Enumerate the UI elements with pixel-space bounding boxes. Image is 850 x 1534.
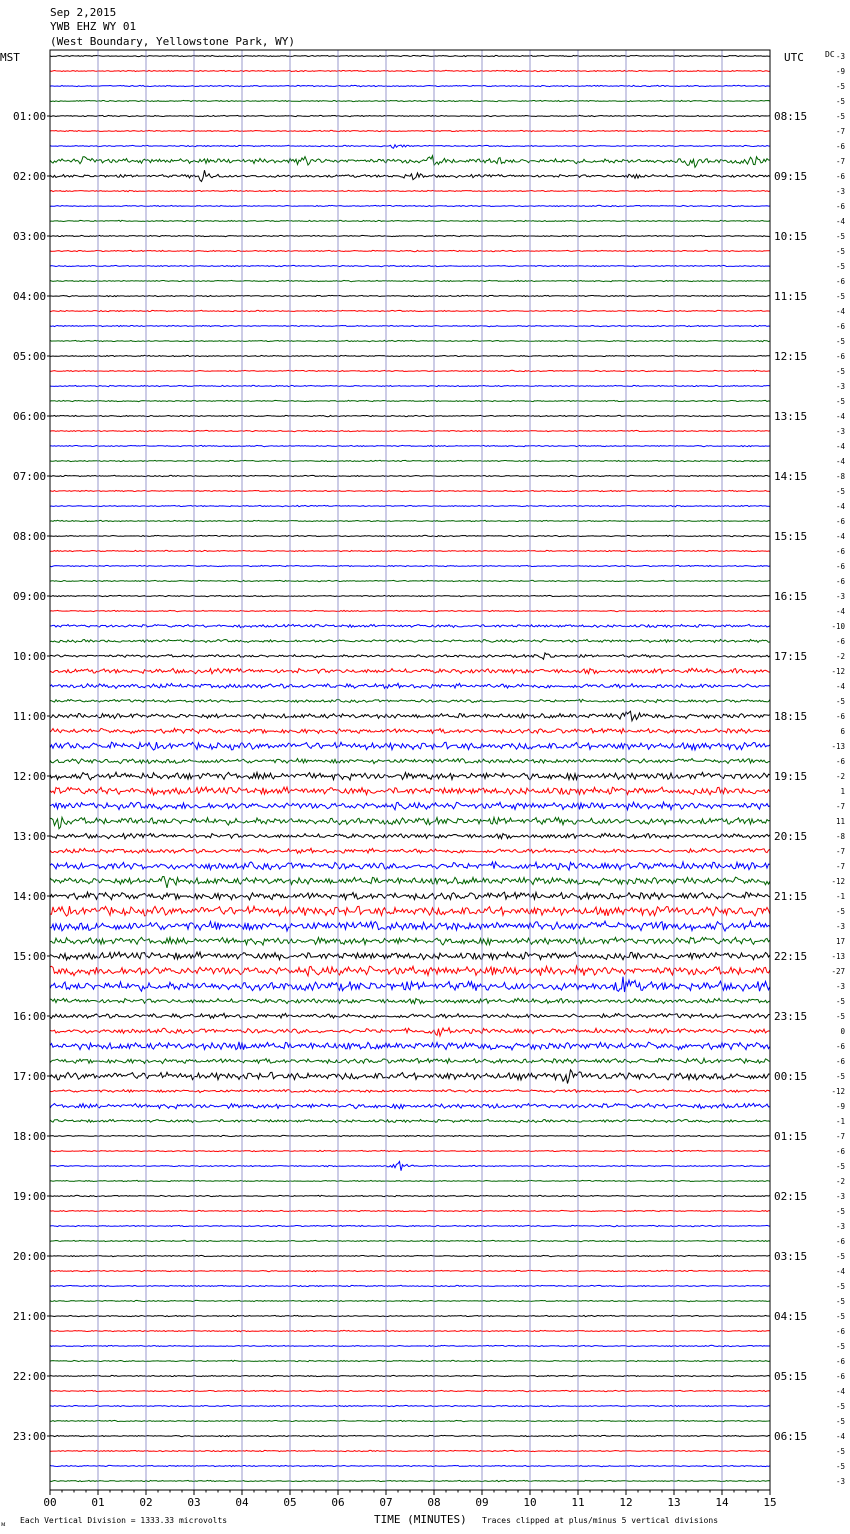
seismic-trace [50, 1225, 770, 1226]
dc-offset-label: -6 [835, 352, 845, 361]
dc-offset-label: 6 [840, 727, 845, 736]
left-hour-label: 06:00 [13, 410, 47, 423]
left-hour-label: 05:00 [13, 350, 47, 363]
dc-offset-label: -13 [831, 952, 845, 961]
left-hour-label: 15:00 [13, 950, 47, 963]
seismic-trace [50, 1420, 770, 1421]
dc-offset-label: 0 [840, 1027, 845, 1036]
seismic-trace [50, 711, 770, 721]
seismic-trace [50, 848, 770, 853]
dc-offset-label: -5 [835, 232, 845, 241]
dc-offset-label: -6 [835, 1327, 845, 1336]
dc-offset-label: -6 [835, 562, 845, 571]
seismic-trace [50, 1180, 770, 1181]
dc-offset-label: -4 [835, 457, 845, 466]
x-tick-label: 01 [91, 1496, 105, 1509]
dc-offset-label: -6 [835, 547, 845, 556]
dc-offset-label: -8 [835, 472, 845, 481]
seismic-trace [50, 862, 770, 870]
dc-offset-label: -5 [835, 82, 845, 91]
scale-note: Each Vertical Division = 1333.33 microvolts [20, 1516, 228, 1525]
seismic-trace [50, 325, 770, 326]
dc-offset-label: -6 [835, 1357, 845, 1366]
x-tick-label: 11 [571, 1496, 585, 1509]
x-tick-labels [43, 1490, 776, 1509]
right-hour-label: 10:15 [774, 230, 808, 243]
dc-offset-label: -6 [835, 712, 845, 721]
dc-offset-label: -4 [835, 1387, 845, 1396]
dc-offset-label: -4 [835, 442, 845, 451]
right-hour-label: 16:15 [774, 590, 808, 603]
x-tick-label: 10 [523, 1496, 537, 1509]
left-hour-label: 19:00 [13, 1190, 47, 1203]
right-hour-label: 00:15 [774, 1070, 808, 1083]
dc-offset-label: -4 [835, 682, 845, 691]
seismic-trace [50, 550, 770, 551]
x-tick-label: 09 [475, 1496, 489, 1509]
dc-offset-label: -5 [835, 1342, 845, 1351]
seismic-trace [50, 1255, 770, 1256]
seismic-trace [50, 55, 770, 56]
right-hour-label: 04:15 [774, 1310, 808, 1323]
dc-offset-label: -5 [835, 907, 845, 916]
left-hour-label: 13:00 [13, 830, 47, 843]
seismic-trace [50, 772, 770, 780]
seismic-trace [50, 370, 770, 371]
seismic-trace [50, 1315, 770, 1316]
seismic-trace [50, 156, 770, 168]
right-hour-label: 21:15 [774, 890, 808, 903]
x-tick-label: 03 [187, 1496, 201, 1509]
dc-offset-label: -5 [835, 1462, 845, 1471]
seismic-trace [50, 400, 770, 401]
seismic-trace [50, 1345, 770, 1346]
seismic-trace [50, 906, 770, 916]
seismic-trace [50, 668, 770, 674]
right-hour-label: 23:15 [774, 1010, 808, 1023]
right-axis-title: UTC [784, 51, 804, 64]
seismic-trace [50, 295, 770, 296]
left-hour-label: 12:00 [13, 770, 47, 783]
clip-note: Traces clipped at plus/minus 5 vertical divisions [482, 1516, 719, 1525]
x-tick-label: 08 [427, 1496, 441, 1509]
dc-offset-label: -3 [835, 1192, 845, 1201]
dc-offset-label: 1 [840, 787, 845, 796]
left-hour-label: 07:00 [13, 470, 47, 483]
dc-offset-label: -4 [835, 532, 845, 541]
dc-offset-label: -6 [835, 1057, 845, 1066]
dc-offset-label: -6 [835, 277, 845, 286]
left-hour-label: 20:00 [13, 1250, 47, 1263]
seismic-trace [50, 1330, 770, 1331]
left-hour-labels [13, 110, 50, 1443]
seismic-trace [50, 250, 770, 251]
seismic-trace [50, 1240, 770, 1241]
left-hour-label: 14:00 [13, 890, 47, 903]
dc-offset-label: -7 [835, 157, 845, 166]
dc-offset-label: -6 [835, 172, 845, 181]
dc-offset-label: -4 [835, 1432, 845, 1441]
dc-offset-label: -12 [831, 667, 845, 676]
dc-offset-label: 17 [835, 937, 845, 946]
seismic-trace [50, 1480, 770, 1481]
seismic-trace [50, 475, 770, 476]
right-hour-label: 17:15 [774, 650, 808, 663]
dc-offset-label: -4 [835, 412, 845, 421]
seismic-trace [50, 1103, 770, 1108]
right-hour-label: 13:15 [774, 410, 808, 423]
seismic-trace [50, 624, 770, 627]
dc-offset-label: -5 [835, 487, 845, 496]
seismic-trace [50, 520, 770, 521]
dc-offset-label: -3 [835, 1222, 845, 1231]
dc-offset-label: -3 [835, 427, 845, 436]
dc-offset-label: -3 [835, 187, 845, 196]
seismic-trace [50, 190, 770, 191]
right-hour-label: 05:15 [774, 1370, 808, 1383]
seismic-trace [50, 460, 770, 461]
seismic-trace [50, 280, 770, 281]
seismic-trace [50, 385, 770, 386]
seismic-trace [50, 1270, 770, 1271]
seismic-trace [50, 340, 770, 341]
seismic-trace [50, 580, 770, 581]
dc-offset-label: -6 [835, 1147, 845, 1156]
x-tick-label: 05 [283, 1496, 297, 1509]
dc-offset-label: -7 [835, 1132, 845, 1141]
right-hour-labels [774, 110, 807, 1443]
left-hour-label: 22:00 [13, 1370, 47, 1383]
dc-offset-label: -5 [835, 1417, 845, 1426]
dc-offset-label: -6 [835, 757, 845, 766]
right-hour-label: 15:15 [774, 530, 808, 543]
dc-title: DC [825, 50, 835, 59]
seismic-trace [50, 1028, 770, 1036]
dc-offset-label: -6 [835, 1042, 845, 1051]
dc-offset-label: -5 [835, 1012, 845, 1021]
seismic-trace [50, 1042, 770, 1050]
x-tick-label: 04 [235, 1496, 249, 1509]
left-hour-label: 08:00 [13, 530, 47, 543]
seismic-trace [50, 205, 770, 206]
left-hour-label: 04:00 [13, 290, 47, 303]
dc-offset-label: -12 [831, 877, 845, 886]
dc-offset-label: -5 [835, 292, 845, 301]
dc-offset-label: -5 [835, 1447, 845, 1456]
dc-offset-label: -6 [835, 577, 845, 586]
dc-offset-label: -5 [835, 997, 845, 1006]
right-hour-label: 12:15 [774, 350, 808, 363]
seismic-trace [50, 877, 770, 888]
right-hour-label: 14:15 [774, 470, 808, 483]
dc-offset-label: -5 [835, 1252, 845, 1261]
dc-offset-label: -3 [835, 592, 845, 601]
dc-offset-label: -3 [835, 382, 845, 391]
trace-group [50, 55, 770, 1481]
seismic-trace [50, 653, 770, 659]
left-hour-label: 01:00 [13, 110, 47, 123]
dc-offset-label: -5 [835, 337, 845, 346]
dc-offset-label: -7 [835, 127, 845, 136]
dc-offset-label: -13 [831, 742, 845, 751]
seismic-trace [50, 1150, 770, 1151]
left-hour-label: 17:00 [13, 1070, 47, 1083]
seismic-trace [50, 683, 770, 688]
seismic-trace [50, 742, 770, 750]
right-hour-label: 18:15 [774, 710, 808, 723]
right-hour-label: 01:15 [774, 1130, 808, 1143]
dc-offset-label: -5 [835, 1207, 845, 1216]
seismic-trace [50, 115, 770, 116]
dc-offset-label: -4 [835, 502, 845, 511]
dc-offset-label: -3 [835, 52, 845, 61]
dc-offset-label: -5 [835, 262, 845, 271]
right-hour-label: 20:15 [774, 830, 808, 843]
seismic-trace [50, 1070, 770, 1084]
seismic-trace [50, 998, 770, 1003]
dc-offset-labels [831, 52, 845, 1486]
seismic-trace [50, 1195, 770, 1196]
dc-offset-label: -2 [835, 772, 845, 781]
x-tick-label: 12 [619, 1496, 633, 1509]
x-tick-label: 15 [763, 1496, 777, 1509]
seismic-trace [50, 1450, 770, 1451]
left-hour-label: 16:00 [13, 1010, 47, 1023]
left-hour-label: 23:00 [13, 1430, 47, 1443]
seismic-trace [50, 430, 770, 431]
dc-offset-label: -6 [835, 1372, 845, 1381]
seismic-trace [50, 937, 770, 945]
dc-offset-label: -6 [835, 637, 845, 646]
seismic-trace [50, 1435, 770, 1436]
seismic-trace [50, 1300, 770, 1301]
dc-offset-label: -5 [835, 397, 845, 406]
dc-offset-label: -7 [835, 847, 845, 856]
seismic-trace [50, 1465, 770, 1466]
seismic-trace [50, 220, 770, 221]
dc-offset-label: -2 [835, 652, 845, 661]
dc-offset-label: -5 [835, 1297, 845, 1306]
dc-offset-label: -5 [835, 1282, 845, 1291]
dc-offset-label: -5 [835, 1402, 845, 1411]
seismic-trace [50, 310, 770, 311]
seismic-trace [50, 130, 770, 131]
x-tick-label: 00 [43, 1496, 57, 1509]
seismic-trace [50, 640, 770, 643]
left-axis-title: MST [0, 51, 20, 64]
right-hour-label: 11:15 [774, 290, 808, 303]
seismic-trace [50, 610, 770, 611]
right-hour-label: 06:15 [774, 1430, 808, 1443]
seismic-trace [50, 1013, 770, 1018]
dc-offset-label: -2 [835, 1177, 845, 1186]
dc-offset-label: -1 [835, 892, 845, 901]
seismic-trace [50, 535, 770, 536]
dc-offset-label: -27 [831, 967, 845, 976]
right-hour-label: 08:15 [774, 110, 808, 123]
x-tick-label: 13 [667, 1496, 681, 1509]
seismic-trace [50, 265, 770, 266]
seismic-trace [50, 1210, 770, 1211]
dc-offset-label: -6 [835, 517, 845, 526]
x-tick-label: 14 [715, 1496, 729, 1509]
seismic-trace [50, 699, 770, 702]
seismic-trace [50, 445, 770, 446]
seismic-trace [50, 355, 770, 356]
dc-offset-label: -3 [835, 982, 845, 991]
seismic-trace [50, 892, 770, 900]
left-hour-label: 18:00 [13, 1130, 47, 1143]
seismic-trace [50, 966, 770, 976]
seismic-trace [50, 1405, 770, 1406]
x-tick-label: 06 [331, 1496, 345, 1509]
dc-offset-label: -3 [835, 1477, 845, 1486]
dc-offset-label: 11 [835, 817, 845, 826]
header-station: YWB EHZ WY 01 [50, 20, 137, 33]
seismic-trace [50, 145, 770, 149]
dc-offset-label: -3 [835, 922, 845, 931]
seismic-trace [50, 490, 770, 491]
dc-offset-label: -8 [835, 832, 845, 841]
right-hour-label: 02:15 [774, 1190, 808, 1203]
seismic-trace [50, 728, 770, 733]
dc-offset-label: -9 [835, 1102, 845, 1111]
seismic-trace [50, 1285, 770, 1286]
dc-offset-label: -6 [835, 202, 845, 211]
dc-offset-label: -4 [835, 607, 845, 616]
seismic-trace [50, 833, 770, 839]
left-hour-label: 11:00 [13, 710, 47, 723]
seismic-trace [50, 85, 770, 86]
x-tick-label: 07 [379, 1496, 393, 1509]
dc-offset-label: -6 [835, 142, 845, 151]
dc-offset-label: -5 [835, 1162, 845, 1171]
right-hour-label: 19:15 [774, 770, 808, 783]
seismic-trace [50, 952, 770, 960]
seismic-trace [50, 70, 770, 71]
dc-offset-label: -5 [835, 367, 845, 376]
seismic-trace [50, 817, 770, 828]
left-hour-label: 03:00 [13, 230, 47, 243]
seismic-trace [50, 100, 770, 101]
dc-offset-label: -12 [831, 1087, 845, 1096]
left-hour-label: 21:00 [13, 1310, 47, 1323]
header-date: Sep 2,2015 [50, 6, 117, 19]
left-hour-label: 02:00 [13, 170, 47, 183]
left-hour-label: 09:00 [13, 590, 47, 603]
seismic-trace [50, 1360, 770, 1361]
seismic-trace [50, 1135, 770, 1136]
dc-offset-label: -5 [835, 1312, 845, 1321]
dc-offset-label: -7 [835, 802, 845, 811]
dc-offset-label: -6 [835, 322, 845, 331]
right-hour-label: 09:15 [774, 170, 808, 183]
dc-offset-label: -10 [831, 622, 845, 631]
dc-offset-label: -7 [835, 862, 845, 871]
right-hour-label: 22:15 [774, 950, 808, 963]
seismic-trace [50, 977, 770, 992]
seismic-trace [50, 565, 770, 566]
seismic-trace [50, 921, 770, 931]
dc-offset-label: -4 [835, 217, 845, 226]
dc-offset-label: -5 [835, 697, 845, 706]
dc-offset-label: -5 [835, 1072, 845, 1081]
seismic-trace [50, 595, 770, 596]
dc-offset-label: -6 [835, 1237, 845, 1246]
seismic-trace [50, 802, 770, 810]
dc-offset-label: -4 [835, 307, 845, 316]
dc-offset-label: -4 [835, 1267, 845, 1276]
dc-offset-label: -5 [835, 112, 845, 121]
seismic-trace [50, 1119, 770, 1122]
dc-offset-label: -1 [835, 1117, 845, 1126]
left-hour-label: 10:00 [13, 650, 47, 663]
x-tick-label: 02 [139, 1496, 153, 1509]
dc-offset-label: -5 [835, 247, 845, 256]
seismic-trace [50, 1375, 770, 1376]
seismic-trace [50, 759, 770, 764]
corner-mark: ᴍ [1, 1520, 6, 1528]
dc-offset-label: -5 [835, 97, 845, 106]
right-hour-label: 03:15 [774, 1250, 808, 1263]
seismic-trace [50, 415, 770, 416]
seismic-trace [50, 1390, 770, 1391]
x-axis-label: TIME (MINUTES) [374, 1513, 467, 1526]
seismic-trace [50, 1090, 770, 1093]
seismic-trace [50, 235, 770, 236]
seismic-trace [50, 1058, 770, 1063]
seismic-trace [50, 170, 770, 181]
seismic-trace [50, 1161, 770, 1170]
header-location: (West Boundary, Yellowstone Park, WY) [50, 35, 296, 48]
dc-offset-label: -9 [835, 67, 845, 76]
seismic-trace [50, 787, 770, 795]
seismic-trace [50, 505, 770, 506]
